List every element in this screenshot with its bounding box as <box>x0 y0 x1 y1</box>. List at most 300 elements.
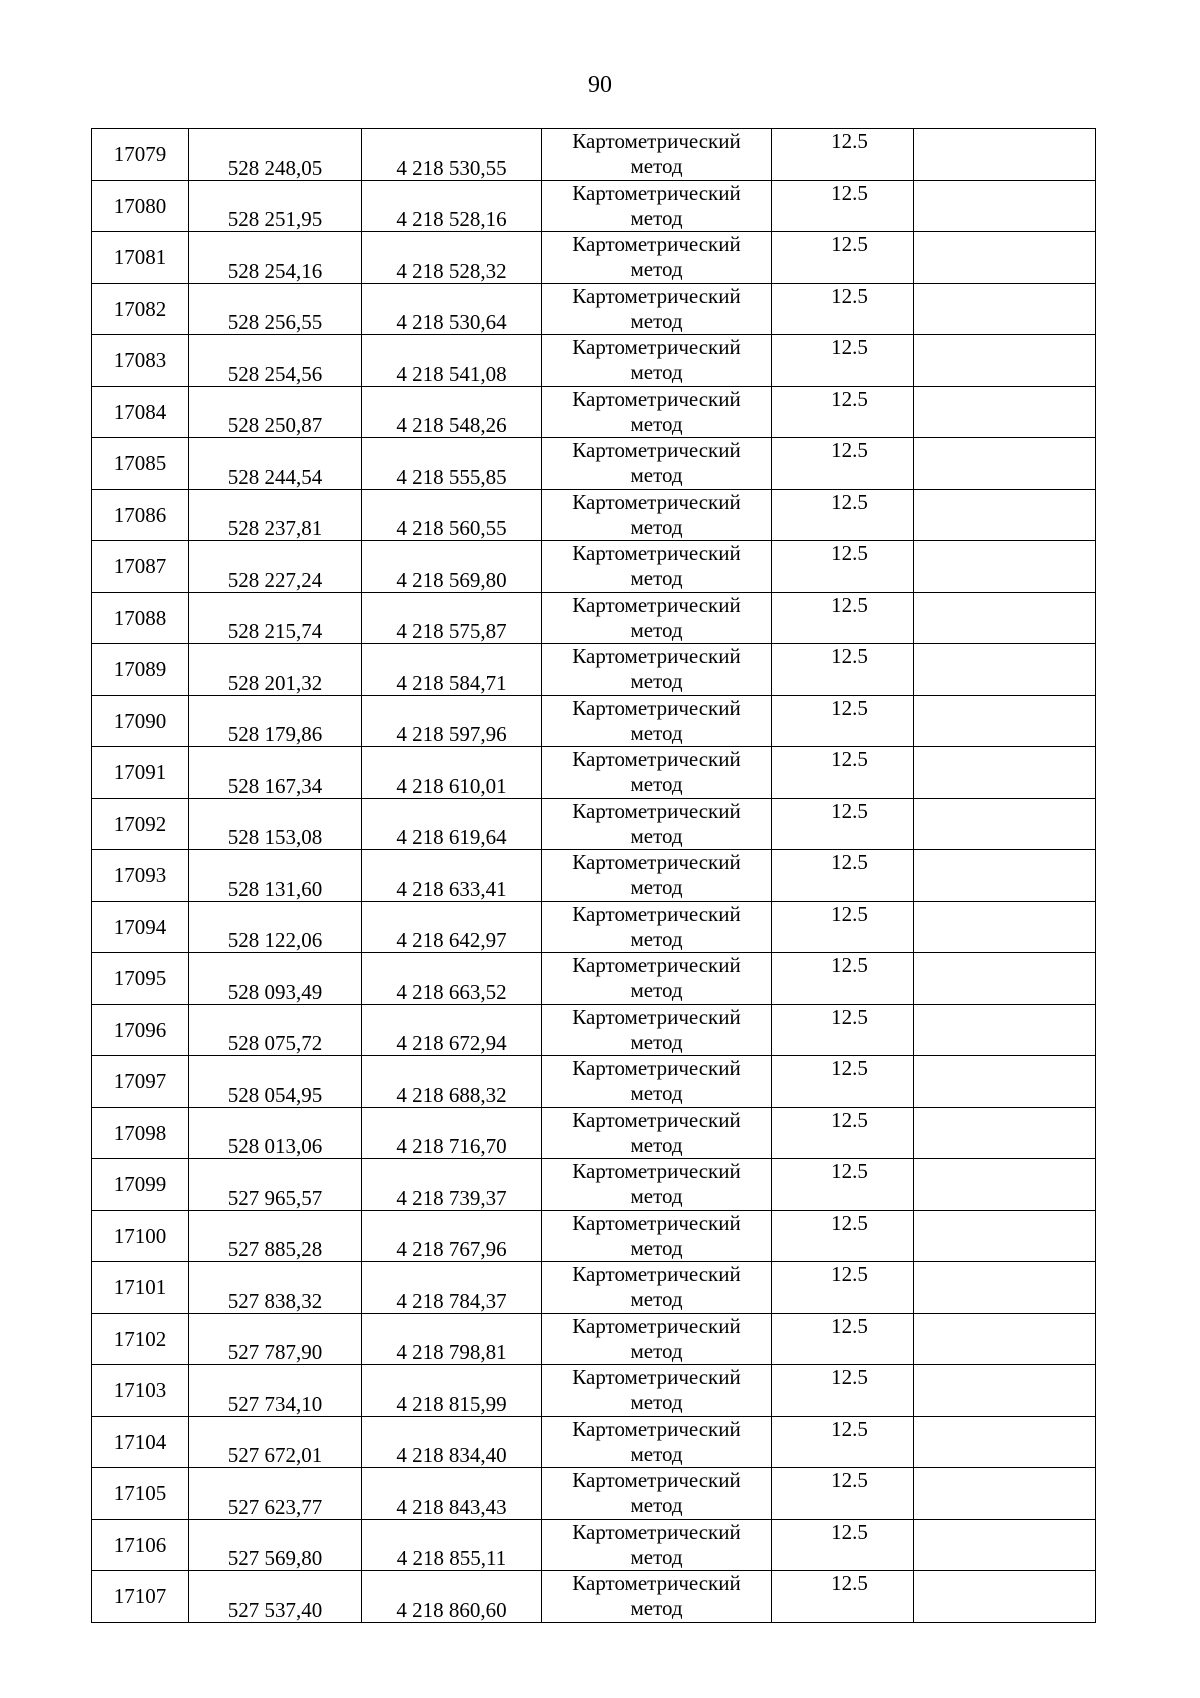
x-coordinate-cell <box>189 438 362 490</box>
note-cell <box>914 953 1096 1005</box>
x-coordinate-cell <box>189 232 362 284</box>
table-row <box>92 438 1096 490</box>
x-coordinate: 527 787,90 <box>227 1340 323 1364</box>
method-line-1: Картометрический <box>572 644 741 668</box>
note-cell <box>914 695 1096 747</box>
method-line-1: Картометрический <box>572 1365 741 1389</box>
accuracy-value: 12.5 <box>831 1365 868 1389</box>
x-coordinate-cell <box>189 1468 362 1520</box>
accuracy-value: 12.5 <box>831 1468 868 1492</box>
accuracy-value: 12.5 <box>831 1313 868 1338</box>
accuracy-value: 12.5 <box>831 541 868 565</box>
x-coordinate-cell <box>189 901 362 953</box>
table-row <box>92 1468 1096 1520</box>
x-coordinate: 527 734,10 <box>227 1391 323 1416</box>
table-row <box>92 850 1096 902</box>
method-cell <box>542 1210 772 1262</box>
accuracy-value: 12.5 <box>831 592 868 617</box>
accuracy-value: 12.5 <box>831 644 868 668</box>
note-cell <box>914 1313 1096 1365</box>
x-coordinate-cell <box>189 1313 362 1365</box>
method-line-2: метод <box>630 154 683 178</box>
method-line-1: Картометрический <box>572 180 741 205</box>
point-number-cell: 17095 <box>92 953 189 1005</box>
y-coordinate-cell <box>362 1056 542 1108</box>
y-coordinate: 4 218 767,96 <box>396 1237 507 1261</box>
x-coordinate: 528 237,81 <box>227 516 323 540</box>
page-number: 90 <box>588 72 612 98</box>
note-cell <box>914 541 1096 593</box>
x-coordinate: 528 201,32 <box>227 670 323 695</box>
method-cell <box>542 180 772 232</box>
x-coordinate: 528 227,24 <box>227 567 323 592</box>
point-number-cell: 17083 <box>92 335 189 387</box>
point-number-cell: 17090 <box>92 695 189 747</box>
y-coordinate-cell <box>362 1210 542 1262</box>
accuracy-value: 12.5 <box>831 1416 868 1441</box>
y-coordinate-cell <box>362 695 542 747</box>
point-number-cell: 17093 <box>92 850 189 902</box>
accuracy-value: 12.5 <box>831 438 868 462</box>
y-coordinate: 4 218 798,81 <box>396 1340 507 1364</box>
x-coordinate-cell <box>189 850 362 902</box>
method-line-1: Картометрический <box>572 695 741 720</box>
method-cell <box>542 283 772 335</box>
y-coordinate-cell <box>362 1159 542 1211</box>
x-coordinate-cell <box>189 1056 362 1108</box>
method-cell <box>542 695 772 747</box>
accuracy-cell <box>772 1056 914 1108</box>
note-cell <box>914 1571 1096 1623</box>
method-cell <box>542 541 772 593</box>
table-row <box>92 1004 1096 1056</box>
method-cell <box>542 1056 772 1108</box>
y-coordinate: 4 218 815,99 <box>396 1391 507 1416</box>
method-cell <box>542 644 772 696</box>
x-coordinate: 528 075,72 <box>227 1031 323 1055</box>
accuracy-value: 12.5 <box>831 489 868 514</box>
method-cell <box>542 335 772 387</box>
note-cell <box>914 901 1096 953</box>
accuracy-value: 12.5 <box>831 1107 868 1132</box>
method-cell <box>542 1519 772 1571</box>
accuracy-value: 12.5 <box>831 180 868 205</box>
method-cell <box>542 1313 772 1365</box>
method-line-1: Картометрический <box>572 541 741 565</box>
y-coordinate: 4 218 672,94 <box>396 1031 507 1055</box>
x-coordinate-cell <box>189 489 362 541</box>
accuracy-value: 12.5 <box>831 1159 868 1183</box>
x-coordinate-cell <box>189 1571 362 1623</box>
point-number-cell: 17089 <box>92 644 189 696</box>
y-coordinate-cell <box>362 1571 542 1623</box>
y-coordinate-cell <box>362 644 542 696</box>
table-row <box>92 1210 1096 1262</box>
x-coordinate: 527 965,57 <box>227 1185 323 1210</box>
method-line-2: метод <box>630 1544 683 1569</box>
method-line-1: Картометрический <box>572 592 741 617</box>
table-row <box>92 901 1096 953</box>
accuracy-cell <box>772 1365 914 1417</box>
point-number-cell: 17080 <box>92 180 189 232</box>
method-cell <box>542 1468 772 1520</box>
y-coordinate-cell <box>362 1519 542 1571</box>
note-cell <box>914 283 1096 335</box>
method-line-2: метод <box>630 823 683 848</box>
y-coordinate: 4 218 610,01 <box>396 773 507 798</box>
y-coordinate: 4 218 834,40 <box>396 1443 507 1467</box>
note-cell <box>914 850 1096 902</box>
accuracy-cell <box>772 1210 914 1262</box>
note-cell <box>914 180 1096 232</box>
method-line-1: Картометрический <box>572 747 741 771</box>
y-coordinate-cell <box>362 1416 542 1468</box>
y-coordinate: 4 218 688,32 <box>396 1082 507 1107</box>
point-number-cell: 17100 <box>92 1210 189 1262</box>
method-line-1: Картометрический <box>572 1262 741 1286</box>
method-line-1: Картометрический <box>572 1416 741 1441</box>
note-cell <box>914 1004 1096 1056</box>
x-coordinate-cell <box>189 953 362 1005</box>
x-coordinate: 528 251,95 <box>227 207 323 231</box>
table-row <box>92 644 1096 696</box>
method-line-1: Картометрический <box>572 1056 741 1080</box>
accuracy-value: 12.5 <box>831 335 868 359</box>
point-number-cell: 17085 <box>92 438 189 490</box>
table-row <box>92 541 1096 593</box>
method-line-1: Картометрический <box>572 1107 741 1132</box>
x-coordinate: 528 013,06 <box>227 1134 323 1158</box>
table-row <box>92 283 1096 335</box>
method-line-2: метод <box>630 1081 683 1105</box>
table-row <box>92 798 1096 850</box>
y-coordinate: 4 218 860,60 <box>396 1597 507 1622</box>
note-cell <box>914 1365 1096 1417</box>
table-row <box>92 695 1096 747</box>
y-coordinate-cell <box>362 1107 542 1159</box>
y-coordinate-cell <box>362 283 542 335</box>
method-cell <box>542 1262 772 1314</box>
method-line-2: метод <box>630 205 683 230</box>
y-coordinate: 4 218 855,11 <box>396 1546 507 1570</box>
y-coordinate-cell <box>362 489 542 541</box>
y-coordinate: 4 218 555,85 <box>396 464 507 489</box>
y-coordinate: 4 218 716,70 <box>396 1134 507 1158</box>
y-coordinate: 4 218 633,41 <box>396 876 507 901</box>
accuracy-cell <box>772 747 914 799</box>
x-coordinate: 527 885,28 <box>227 1237 323 1261</box>
method-line-1: Картометрический <box>572 1519 741 1544</box>
y-coordinate-cell <box>362 1004 542 1056</box>
method-cell <box>542 850 772 902</box>
point-number-cell: 17081 <box>92 232 189 284</box>
x-coordinate-cell <box>189 695 362 747</box>
accuracy-cell <box>772 129 914 181</box>
note-cell <box>914 386 1096 438</box>
note-cell <box>914 1159 1096 1211</box>
x-coordinate: 528 250,87 <box>227 413 323 437</box>
accuracy-cell <box>772 1004 914 1056</box>
note-cell <box>914 1519 1096 1571</box>
accuracy-value: 12.5 <box>831 1571 868 1595</box>
x-coordinate-cell <box>189 747 362 799</box>
accuracy-cell <box>772 1159 914 1211</box>
method-line-2: метод <box>630 257 683 281</box>
accuracy-value: 12.5 <box>831 1210 868 1235</box>
accuracy-cell <box>772 850 914 902</box>
method-cell <box>542 1571 772 1623</box>
method-cell <box>542 1416 772 1468</box>
x-coordinate: 527 838,32 <box>227 1288 323 1313</box>
method-cell <box>542 901 772 953</box>
table-row <box>92 129 1096 181</box>
accuracy-cell <box>772 798 914 850</box>
x-coordinate: 528 093,49 <box>227 979 323 1004</box>
accuracy-cell <box>772 592 914 644</box>
method-line-2: метод <box>630 617 683 642</box>
point-number-cell: 17102 <box>92 1313 189 1365</box>
accuracy-cell <box>772 1313 914 1365</box>
x-coordinate: 528 167,34 <box>227 773 323 798</box>
table-row <box>92 232 1096 284</box>
table-row <box>92 1571 1096 1623</box>
table-row <box>92 180 1096 232</box>
method-line-2: метод <box>630 978 683 1002</box>
y-coordinate: 4 218 528,16 <box>396 207 507 231</box>
accuracy-cell <box>772 695 914 747</box>
accuracy-value: 12.5 <box>831 129 868 153</box>
y-coordinate: 4 218 569,80 <box>396 567 507 592</box>
note-cell <box>914 335 1096 387</box>
x-coordinate: 528 244,54 <box>227 464 323 489</box>
method-line-1: Картометрический <box>572 1571 741 1595</box>
point-number-cell: 17091 <box>92 747 189 799</box>
x-coordinate-cell <box>189 1262 362 1314</box>
method-line-2: метод <box>630 772 683 796</box>
accuracy-value: 12.5 <box>831 1262 868 1286</box>
accuracy-cell <box>772 335 914 387</box>
x-coordinate-cell <box>189 798 362 850</box>
accuracy-cell <box>772 1519 914 1571</box>
method-cell <box>542 438 772 490</box>
method-cell <box>542 953 772 1005</box>
x-coordinate-cell <box>189 180 362 232</box>
y-coordinate-cell <box>362 1262 542 1314</box>
y-coordinate-cell <box>362 1468 542 1520</box>
accuracy-value: 12.5 <box>831 1519 868 1544</box>
y-coordinate-cell <box>362 850 542 902</box>
method-line-1: Картометрический <box>572 335 741 359</box>
x-coordinate-cell <box>189 1365 362 1417</box>
note-cell <box>914 232 1096 284</box>
x-coordinate-cell <box>189 1519 362 1571</box>
accuracy-value: 12.5 <box>831 850 868 874</box>
method-line-1: Картометрический <box>572 1468 741 1492</box>
accuracy-cell <box>772 541 914 593</box>
method-line-2: метод <box>630 566 683 590</box>
point-number-cell: 17104 <box>92 1416 189 1468</box>
table-row <box>92 953 1096 1005</box>
y-coordinate-cell <box>362 180 542 232</box>
accuracy-cell <box>772 232 914 284</box>
y-coordinate: 4 218 530,64 <box>396 310 507 334</box>
y-coordinate-cell <box>362 232 542 284</box>
x-coordinate-cell <box>189 129 362 181</box>
accuracy-cell <box>772 1107 914 1159</box>
x-coordinate-cell <box>189 592 362 644</box>
y-coordinate-cell <box>362 129 542 181</box>
x-coordinate: 528 254,56 <box>227 361 323 386</box>
accuracy-cell <box>772 1262 914 1314</box>
point-number-cell: 17097 <box>92 1056 189 1108</box>
method-line-2: метод <box>630 1596 683 1620</box>
y-coordinate: 4 218 584,71 <box>396 670 507 695</box>
y-coordinate-cell <box>362 335 542 387</box>
note-cell <box>914 1262 1096 1314</box>
method-line-2: метод <box>630 875 683 899</box>
y-coordinate-cell <box>362 438 542 490</box>
method-cell <box>542 747 772 799</box>
y-coordinate: 4 218 597,96 <box>396 722 507 746</box>
method-line-2: метод <box>630 1029 683 1054</box>
point-number-cell: 17099 <box>92 1159 189 1211</box>
accuracy-cell <box>772 1416 914 1468</box>
point-number-cell: 17103 <box>92 1365 189 1417</box>
x-coordinate-cell <box>189 1159 362 1211</box>
method-cell <box>542 386 772 438</box>
method-line-1: Картометрический <box>572 798 741 823</box>
note-cell <box>914 592 1096 644</box>
table-row <box>92 1365 1096 1417</box>
method-line-2: метод <box>630 1338 683 1363</box>
accuracy-cell <box>772 953 914 1005</box>
y-coordinate-cell <box>362 1365 542 1417</box>
y-coordinate: 4 218 642,97 <box>396 928 507 952</box>
x-coordinate-cell <box>189 335 362 387</box>
method-line-2: метод <box>630 669 683 693</box>
point-number-cell: 17084 <box>92 386 189 438</box>
x-coordinate: 528 131,60 <box>227 876 323 901</box>
method-line-1: Картометрический <box>572 438 741 462</box>
table-row <box>92 1313 1096 1365</box>
accuracy-value: 12.5 <box>831 747 868 771</box>
y-coordinate: 4 218 560,55 <box>396 516 507 540</box>
y-coordinate-cell <box>362 592 542 644</box>
x-coordinate: 528 122,06 <box>227 928 323 952</box>
note-cell <box>914 1210 1096 1262</box>
x-coordinate: 528 179,86 <box>227 722 323 746</box>
x-coordinate: 528 215,74 <box>227 619 323 643</box>
method-cell <box>542 1107 772 1159</box>
accuracy-value: 12.5 <box>831 953 868 977</box>
table-row <box>92 1159 1096 1211</box>
y-coordinate: 4 218 663,52 <box>396 979 507 1004</box>
point-number-cell: 17107 <box>92 1571 189 1623</box>
x-coordinate: 527 672,01 <box>227 1443 323 1467</box>
table-row <box>92 1519 1096 1571</box>
x-coordinate: 528 254,16 <box>227 258 323 283</box>
method-cell <box>542 232 772 284</box>
note-cell <box>914 644 1096 696</box>
y-coordinate: 4 218 541,08 <box>396 361 507 386</box>
accuracy-cell <box>772 1468 914 1520</box>
x-coordinate-cell <box>189 386 362 438</box>
y-coordinate-cell <box>362 1313 542 1365</box>
y-coordinate-cell <box>362 747 542 799</box>
method-line-2: метод <box>630 1390 683 1414</box>
note-cell <box>914 1468 1096 1520</box>
table-row <box>92 1107 1096 1159</box>
point-number-cell: 17098 <box>92 1107 189 1159</box>
note-cell <box>914 1416 1096 1468</box>
y-coordinate: 4 218 843,43 <box>396 1494 507 1519</box>
method-line-1: Картометрический <box>572 386 741 411</box>
method-line-1: Картометрический <box>572 1313 741 1338</box>
method-line-1: Картометрический <box>572 1004 741 1029</box>
accuracy-cell <box>772 438 914 490</box>
method-cell <box>542 592 772 644</box>
point-number-cell: 17086 <box>92 489 189 541</box>
note-cell <box>914 747 1096 799</box>
accuracy-cell <box>772 1571 914 1623</box>
accuracy-value: 12.5 <box>831 386 868 411</box>
method-line-2: метод <box>630 1184 683 1208</box>
x-coordinate-cell <box>189 283 362 335</box>
accuracy-cell <box>772 180 914 232</box>
y-coordinate: 4 218 528,32 <box>396 258 507 283</box>
note-cell <box>914 1107 1096 1159</box>
method-line-1: Картометрический <box>572 850 741 874</box>
y-coordinate-cell <box>362 386 542 438</box>
table-row <box>92 489 1096 541</box>
accuracy-cell <box>772 901 914 953</box>
x-coordinate: 528 054,95 <box>227 1082 323 1107</box>
method-line-2: метод <box>630 1235 683 1260</box>
table-row <box>92 1262 1096 1314</box>
coordinates-table <box>91 128 1096 1623</box>
accuracy-value: 12.5 <box>831 232 868 256</box>
method-cell <box>542 798 772 850</box>
method-line-2: метод <box>630 514 683 539</box>
note-cell <box>914 438 1096 490</box>
method-line-1: Картометрический <box>572 489 741 514</box>
y-coordinate: 4 218 575,87 <box>396 619 507 643</box>
x-coordinate-cell <box>189 1210 362 1262</box>
note-cell <box>914 798 1096 850</box>
point-number-cell: 17079 <box>92 129 189 181</box>
y-coordinate: 4 218 619,64 <box>396 825 507 849</box>
table-row <box>92 386 1096 438</box>
x-coordinate: 528 248,05 <box>227 155 323 180</box>
method-line-2: метод <box>630 308 683 333</box>
method-line-1: Картометрический <box>572 901 741 926</box>
method-line-1: Картометрический <box>572 129 741 153</box>
accuracy-value: 12.5 <box>831 695 868 720</box>
coordinates-table-body <box>92 129 1096 1623</box>
x-coordinate-cell <box>189 1004 362 1056</box>
table-row <box>92 1416 1096 1468</box>
point-number-cell: 17106 <box>92 1519 189 1571</box>
method-line-2: метод <box>630 360 683 384</box>
y-coordinate-cell <box>362 901 542 953</box>
method-cell <box>542 1004 772 1056</box>
method-line-2: метод <box>630 1132 683 1157</box>
method-line-2: метод <box>630 411 683 436</box>
y-coordinate-cell <box>362 798 542 850</box>
method-line-1: Картометрический <box>572 232 741 256</box>
method-cell <box>542 1365 772 1417</box>
accuracy-cell <box>772 489 914 541</box>
